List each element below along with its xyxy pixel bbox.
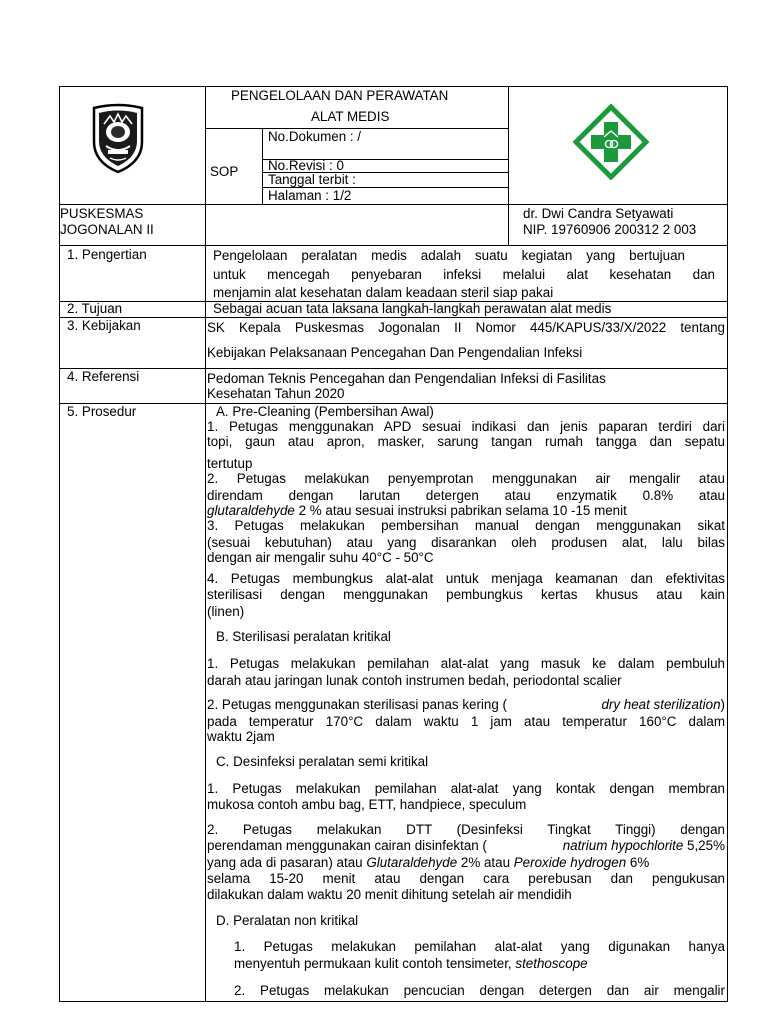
glutaraldehyde-c-italic: Glutaraldehyde (366, 855, 458, 870)
prosedur-b-heading: B. Sterilisasi peralatan kritikal (216, 629, 391, 644)
prosedur-b2-line3: waktu 2jam (207, 729, 275, 744)
prosedur-d1-line2-start: menyentuh permukaan kulit contoh tensimeter, (234, 956, 516, 971)
prosedur-a1-line2: topi, gaun atau apron, masker, sarung tangan rumah tangga dan sepatu (207, 434, 725, 449)
prosedur-c2-line4: selama 15-20 menit atau dengan cara perebusan dan pengukusan (207, 871, 725, 886)
tujuan-label: 2. Tujuan (67, 301, 123, 316)
no-revisi-field: No.Revisi : 0 (268, 158, 344, 173)
org-name-line1: PUSKESMAS (60, 206, 144, 221)
prosedur-c2-line5: dilakukan dalam waktu 20 menit dihitung setelah air mendidih (207, 887, 572, 902)
pengertian-label: 1. Pengertian (67, 247, 147, 262)
sop-label: SOP (210, 164, 239, 179)
kebijakan-label: 3. Kebijakan (67, 318, 141, 333)
peroxide-hydrogen-italic: Peroxide hydrogen (513, 855, 627, 870)
prosedur-c1-line2: mukosa contoh ambu bag, ETT, handpiece, speculum (207, 797, 527, 812)
prosedur-a2-line2: direndam dengan larutan detergen atau enzymatik 0.8% atau (207, 488, 725, 503)
prosedur-a1-line3: tertutup (207, 456, 253, 471)
prosedur-c2-line3 (207, 855, 649, 870)
label-col-divider (205, 245, 206, 1002)
prosedur-b1-line2: darah atau jaringan lunak contoh instrumen bedah, periodontal scalier (207, 673, 622, 688)
table-border-bottom (59, 1001, 728, 1002)
prosedur-label: 5. Prosedur (67, 404, 137, 419)
prosedur-c2-line1: 2. Petugas melakukan DTT (Desinfeksi Tingkat Tinggi) dengan (207, 822, 725, 837)
signer-name: dr. Dwi Candra Setyawati (523, 206, 674, 221)
sop-col-divider (262, 128, 263, 204)
prosedur-d1-line2 (234, 956, 588, 971)
no-dokumen-field: No.Dokumen : / (268, 129, 362, 144)
table-border-top (59, 86, 727, 87)
halaman-field: Halaman : 1/2 (268, 188, 352, 203)
puskesmas-green-cross-logo (573, 104, 649, 180)
prosedur-a3-line3: dengan air mengalir suhu 40°C - 50°C (207, 550, 434, 565)
prosedur-a-heading: A. Pre-Cleaning (Pembersihan Awal) (216, 404, 434, 419)
kebijakan-text-line1: SK Kepala Puskesmas Jogonalan II Nomor 445/KAPUS/33/X/2022 tentang (207, 320, 725, 335)
row-line-tujuan (59, 317, 727, 318)
natrium-hypochlorite-italic: natrium hypochlorite (562, 838, 684, 853)
prosedur-c2-line2 (207, 838, 725, 853)
signer-nip: NIP. 19760906 200312 2 003 (523, 222, 697, 237)
prosedur-d1-line1: 1. Petugas melakukan pemilahan alat-alat yang digunakan hanya (234, 939, 725, 954)
prosedur-d2-line1: 2. Petugas melakukan pencucian dengan detergen dan air mengalir (234, 983, 725, 998)
prosedur-c2-line2-end (563, 838, 725, 853)
pengertian-text-line2: untuk mencegah penyebaran infeksi melalui alat kesehatan dan (213, 267, 715, 282)
referensi-label: 4. Referensi (67, 369, 140, 384)
referensi-text-line2: Kesehatan Tahun 2020 (207, 386, 345, 401)
prosedur-c2-line2-percent: 5,25% (683, 838, 725, 853)
org-name-line2: JOGONALAN II (60, 222, 154, 237)
document-title-line2: ALAT MEDIS (311, 109, 390, 124)
prosedur-a3-line2: (sesuai kebutuhan) atau yang disarankan oleh produsen alat, lalu bilas (207, 535, 725, 550)
prosedur-c2-line3-end: 6% (626, 855, 650, 870)
col-divider-right-logo (508, 86, 509, 246)
prosedur-a2-line3-rest: 2 % atau sesuai instruksi pabrikan selama 10 -15 menit (294, 503, 627, 518)
prosedur-b2-line1-close: ) (720, 697, 725, 712)
col-divider-logo (205, 86, 206, 246)
pengertian-text-line3: menjamin alat kesehatan dalam keadaan steril siap pakai (213, 285, 554, 300)
header-bottom-line (59, 204, 727, 205)
prosedur-b2-line1 (207, 697, 725, 712)
prosedur-a3-line1: 3. Petugas melakukan pembersihan manual dengan menggunakan sikat (207, 518, 725, 533)
table-border-right (727, 86, 728, 1002)
prosedur-b2-line2: pada temperatur 170°C dalam waktu 1 jam atau temperatur 160°C dalam (207, 714, 725, 729)
prosedur-a1-line1: 1. Petugas menggunakan APD sesuai indikasi dan jenis paparan terdiri dari (207, 419, 725, 434)
pengertian-text-line1: Pengelolaan peralatan medis adalah suatu kegiatan yang bertujuan (213, 248, 685, 263)
prosedur-c-heading: C. Desinfeksi peralatan semi kritikal (216, 754, 429, 769)
prosedur-a2-line1: 2. Petugas melakukan penyemprotan menggunakan air mengalir atau (207, 471, 725, 486)
tujuan-text: Sebagai acuan tata laksana langkah-langkah perawatan alat medis (213, 301, 612, 316)
prosedur-a4-line3: (linen) (207, 604, 245, 619)
prosedur-b2-line1-start: 2. Petugas menggunakan sterilisasi panas kering ( (207, 697, 507, 712)
row-line-kebijakan (59, 368, 727, 369)
prosedur-b2-line1-end (601, 697, 725, 712)
prosedur-c2-line3-mid: 2% atau (457, 855, 514, 870)
prosedur-c1-line1: 1. Petugas melakukan pemilahan alat-alat yang kontak dengan membran (207, 781, 725, 796)
kebijakan-text-line2: Kebijakan Pelaksanaan Pencegahan Dan Pengendalian Infeksi (207, 345, 583, 360)
prosedur-a2-line3 (207, 503, 627, 518)
tanggal-terbit-field: Tanggal terbit : (268, 172, 356, 187)
prosedur-a4-line2: sterilisasi dengan menggunakan pembungkus kertas khusus atau kain (207, 587, 725, 602)
referensi-text-line1: Pedoman Teknis Pencegahan dan Pengendalian Infeksi di Fasilitas (207, 371, 606, 386)
prosedur-a4-line1: 4. Petugas membungkus alat-alat untuk menjaga keamanan dan efektivitas (207, 571, 725, 586)
prosedur-c2-line3-start: yang ada di pasaran) atau (207, 855, 367, 870)
glutaraldehyde-italic: glutaraldehyde (207, 503, 295, 518)
dry-heat-sterilization-italic: dry heat sterilization (601, 697, 721, 712)
document-title-line1: PENGELOLAAN DAN PERAWATAN (231, 88, 449, 103)
stethoscope-italic: stethoscope (515, 956, 588, 971)
prosedur-d-heading: D. Peralatan non kritikal (216, 913, 359, 928)
org-row-bottom-line (59, 245, 727, 246)
prosedur-c2-line2-start: perendaman menggunakan cairan disinfektan ( (207, 838, 487, 853)
regional-coat-of-arms-logo (88, 102, 148, 174)
prosedur-b1-line1: 1. Petugas melakukan pemilahan alat-alat yang masuk ke dalam pembuluh (207, 656, 725, 671)
